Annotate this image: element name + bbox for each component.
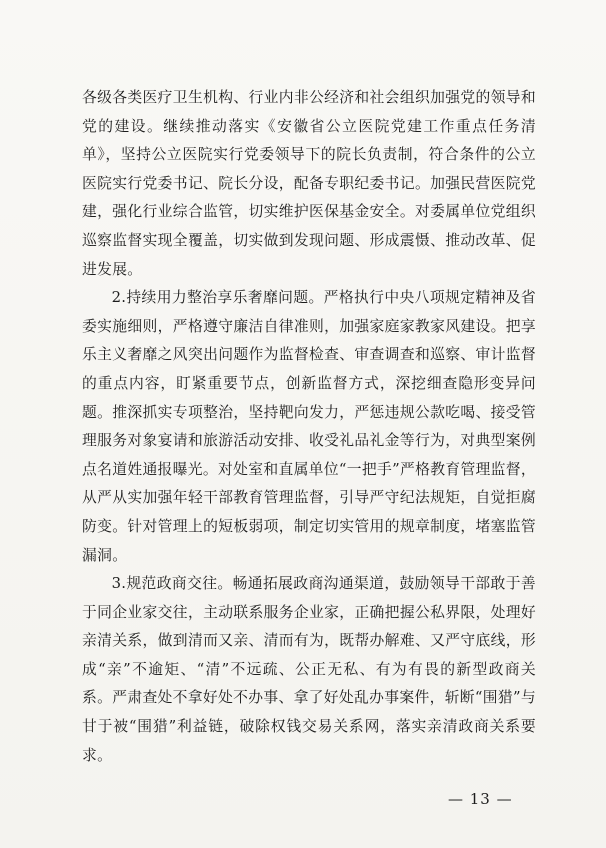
- document-body: [82, 84, 536, 770]
- paragraph-government-business-relations: 3.规范政商交往。畅通拓展政商沟通渠道，鼓励领导干部敢于善于同企业家交往，主动联系服务企业家，正确把握公私界限，处理好亲清关系，做到清而又亲、清而有为，既帮办解难、又严守底线，形成“亲”不逾矩、“清”不远疏、公正无私、有为有畏的新型政商关系。严肃查处不拿好处不办事、拿了好处乱办事案件，斩断“围猎”与甘于被“围猎”利益链，破除权钱交易关系网，落实亲清政商关系要求。: [82, 575, 536, 764]
- page-number: — 13 —: [448, 790, 513, 808]
- paragraph-rectify-extravagance: 2.持续用力整治享乐奢靡问题。严格执行中央八项规定精神及省委实施细则，严格遵守廉洁自律准则，加强家庭家教家风建设。把享乐主义奢靡之风突出问题作为监督检查、审查调查和巡察、审计监督的重点内容，盯紧重要节点，创新监督方式，深挖细查隐形变异问题。推深抓实专项整治，坚持靶向发力，严惩违规公款吃喝、接受管理服务对象宴请和旅游活动安排、收受礼品礼金等行为，对典型案例点名道姓通报曝光。对处室和直属单位“一把手”严格教育管理监督，从严从实加强年轻干部教育管理监督，引导严守纪法规矩，自觉拒腐防变。针对管理上的短板弱项，制定切实管用的规章制度，堵塞监管漏洞。: [82, 289, 536, 564]
- paragraph-party-building-continuation: 各级各类医疗卫生机构、行业内非公经济和社会组织加强党的领导和党的建设。继续推动落实《安徽省公立医院党建工作重点任务清单》，坚持公立医院实行党委领导下的院长负责制，符合条件的公立医院实行党委书记、院长分设，配备专职纪委书记。加强民营医院党建，强化行业综合监管，切实维护医保基金安全。对委属单位党组织巡察监督实现全覆盖，切实做到发现问题、形成震慑、推动改革、促进发展。: [82, 89, 536, 278]
